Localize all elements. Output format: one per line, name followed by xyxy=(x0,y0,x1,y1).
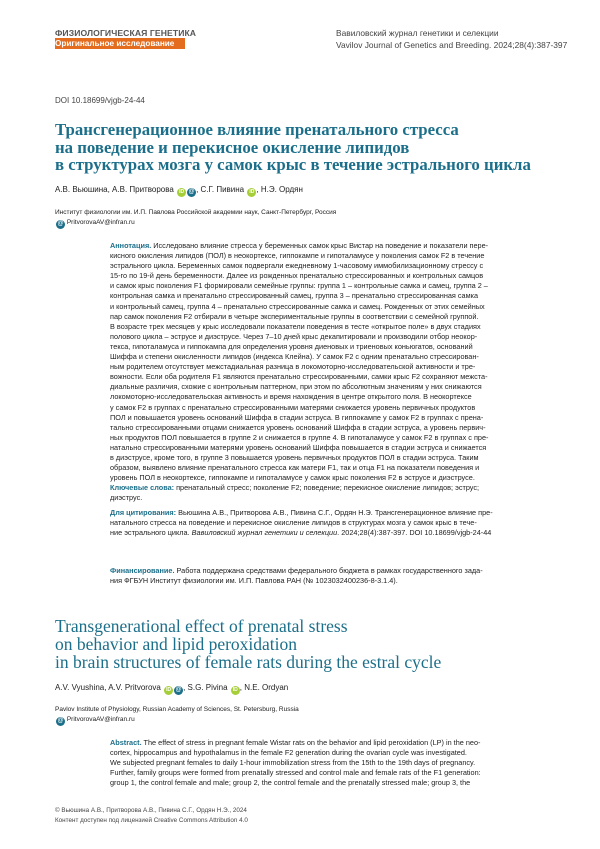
citation-block xyxy=(110,508,556,538)
abstract-line: пар самок поколения F2 отбирали в четыре экспериментальные группы в соответствии с семейной группой. xyxy=(110,311,479,321)
abstract-line: натально стрессированными матерями уровень оснований Шиффа повышается в стадии эструса и снижается xyxy=(110,442,487,452)
funding-block xyxy=(110,566,556,586)
keywords-label: Ключевые слова: xyxy=(110,483,175,493)
footer xyxy=(55,806,248,825)
abstract-line: в диэструсе, кроме того, в группе 3 повышается уровень первичных продуктов ПОЛ в стадии эструса. Таким xyxy=(110,452,479,462)
abstract-line: В возрасте трех месяцев у крыс исследовали показатели поведения в тесте «открытое поле» в двух стадиях xyxy=(110,321,481,331)
journal-section: ФИЗИОЛОГИЧЕСКАЯ ГЕНЕТИКА xyxy=(55,28,197,38)
cite-line: натального стресса на поведение и перекисное окисление липидов в структурах мозга у самок крыс в тече- xyxy=(110,518,477,528)
orcid-icon[interactable]: ID xyxy=(232,687,238,693)
abstract-line: 15-го по 19-й день беременности. Далее из рожденных пренатально стрессированных и контрольных самцов xyxy=(110,271,484,281)
abstract-line: Шиффа и степени окисленности липидов (индекса Клейна). У самок F2 с одним пренатально стрессирован- xyxy=(110,352,479,362)
affiliation-text: Институт физиологии им. И.П. Павлова Российской академии наук, Санкт-Петербург, Россия xyxy=(55,209,337,216)
funding-line: Работа поддержана средствами федерального бюджета в рамках государственного зада- xyxy=(174,566,483,575)
title-en-line: Transgenerational effect of prenatal stress xyxy=(55,616,348,636)
author-names: , С.Г. Пивина xyxy=(196,185,245,194)
affiliation-ru xyxy=(55,208,336,229)
authors-en xyxy=(55,683,288,695)
keywords-line: пренатальный стресс; поколение F2; поведение; перекисное окисление липидов; эструс; xyxy=(174,483,480,493)
title-ru-line: на поведение и перекисное окисление липидов xyxy=(55,137,410,157)
abstract-line: локомоторно-исследовательская активность и время нахождения в центре открытого поля. В неокортексе xyxy=(110,392,472,402)
funding-label: Финансирование. xyxy=(110,566,175,575)
article-type-badge: Оригинальное исследование xyxy=(55,38,185,49)
abstract-line: ных продуктов ПОЛ повышается в группе 2 и снижается в группе 4. В гипоталамусе у самок F2 в группах с пре- xyxy=(110,432,489,442)
abstract-line: group 1, the control female and male; group 2, the control female and the prenatally stressed male; group 3, the xyxy=(110,778,471,788)
cite-line: Вьюшина А.В., Притворова А.В., Пивина С.Г., Ордян Н.Э. Трансгенерационное влияние пре- xyxy=(176,508,493,517)
title-en-line: on behavior and lipid peroxidation xyxy=(55,634,298,654)
abstract-line: и самок крыс поколения F1 формировали семейные группы: группа 1 – контрольные самка и самец, группа 2 – xyxy=(110,281,488,291)
journal-name-ru: Вавиловский журнал генетики и селекции xyxy=(336,28,499,38)
authors-ru xyxy=(55,185,303,197)
abstract-en xyxy=(110,738,556,788)
abstract-line: у самок F2 в группах с пренатально стрессированными матерями снижается уровень первичных продуктов xyxy=(110,402,476,412)
email-icon[interactable]: @ xyxy=(175,687,182,693)
cite-label: Для цитирования: xyxy=(110,508,177,517)
author-names: , S.G. Pivina xyxy=(183,683,228,692)
doi[interactable]: DOI 10.18699/vjgb-24-44 xyxy=(55,96,145,105)
title-en xyxy=(55,617,555,671)
author-names: А.В. Вьюшина, А.В. Притворова xyxy=(55,185,174,194)
title-ru-line: Трансгенерационное влияние пренатального стресса xyxy=(55,120,459,139)
abstract-line: ным родителем отсутствует межстадиальная разница в локомоторно-исследовательской активности и тре- xyxy=(110,362,476,372)
abstract-line: текса, гипоталамуса и гиппокампа для определения уровня диеновых и триеновых коньюгатов, оснований xyxy=(110,341,473,351)
abstract-line: cortex, hippocampus and hypothalamus in the female F2 generation during the ovarian cycle was investigated. xyxy=(110,748,467,758)
email-link[interactable]: PritvorovaAV@infran.ru xyxy=(66,219,135,226)
abstract-line: вожности. Если оба родителя F1 являются пренатально стрессированными, самки крыс F2 сохраняют межста- xyxy=(110,372,488,382)
abstract-line: кисного окисления липидов (ПОЛ) в неокортексе, гиппокампе и гипоталамусе у поколения самок F2 в течение xyxy=(110,251,485,261)
orcid-icon[interactable]: ID xyxy=(249,189,255,195)
keywords-line: диэструс. xyxy=(110,493,143,503)
title-ru-line: в структурах мозга у самок крыс в течение эстрального цикла xyxy=(55,155,531,174)
email-icon[interactable]: @ xyxy=(188,189,195,195)
author-names: , N.E. Ordyan xyxy=(239,683,289,692)
abstract-line: Исследовано влияние стресса у беременных самок крыс Вистар на поведение и показатели пере- xyxy=(151,241,489,250)
copyright: © Вьюшина А.В., Притворова А.В., Пивина С.Г., Ордян Н.Э., 2024 xyxy=(55,807,247,814)
email-icon: @ xyxy=(57,718,64,724)
cite-line: . 2024;28(4):387-397. DOI 10.18699/vjgb-24-44 xyxy=(337,528,492,538)
email-icon: @ xyxy=(57,221,64,227)
abstract-line: диальные различия, схожие с контрольным паттерном, при этом по абсолютным значениям у них снижаются xyxy=(110,382,482,392)
abstract-label: Abstract. xyxy=(110,738,142,747)
abstract-label: Аннотация. xyxy=(110,241,152,250)
journal-name-en: Vavilov Journal of Genetics and Breeding. 2024;28(4):387-397 xyxy=(336,39,568,50)
funding-line: ния ФГБУН Институт физиологии им. И.П. Павлова РАН (№ 1023032400236-8-3.1.4). xyxy=(110,576,398,586)
title-ru xyxy=(55,121,555,174)
cite-line: ние эстрального цикла. xyxy=(110,528,192,538)
abstract-line: и контрольный самец, группа 4 – пренатально стрессированные самка и самец. Рожденных от этих семейных xyxy=(110,301,485,311)
affiliation-en xyxy=(55,705,299,726)
abstract-line: The effect of stress in pregnant female Wistar rats on the behavior and lipid peroxidation (LP) in the neo- xyxy=(141,738,481,747)
abstract-line: Further, family groups were formed from prenatally stressed and control male and female rats of the F1 generation: xyxy=(110,768,481,778)
abstract-line: эстрального цикла. Беременных самок подвергали ежедневному 1-часовому иммобилизационному стрессу с xyxy=(110,261,484,271)
abstract-line: We subjected pregnant females to daily 1-hour immobilization stress from the 15th to the 19th days of pregnancy. xyxy=(110,758,476,768)
license[interactable]: Контент доступен под лицензией Creative Commons Attribution 4.0 xyxy=(55,816,248,824)
abstract-ru xyxy=(110,241,556,503)
email-link[interactable]: PritvorovaAV@infran.ru xyxy=(66,716,135,723)
abstract-line: полового цикла – эструсе и диэструсе. Через 7–10 дней крыс декапитировали и производили отбор неокор- xyxy=(110,331,478,341)
title-en-line: in brain structures of female rats during the estral cycle xyxy=(55,652,442,672)
abstract-line: образом, выявлено влияние пренатального стресса как матери F1, так и отца F1 на показатели поведения и xyxy=(110,463,480,473)
affiliation-text: Pavlov Institute of Physiology, Russian Academy of Sciences, St. Petersburg, Russia xyxy=(55,706,299,713)
author-names: A.V. Vyushina, A.V. Pritvorova xyxy=(55,683,161,692)
author-names: , Н.Э. Ордян xyxy=(256,185,303,194)
cite-journal: Вавиловский журнал генетики и селекции xyxy=(191,528,338,538)
abstract-line: уровень ПОЛ в неокортексе, гиппокампе и гипоталамусе у самок крыс поколения F2 в эструсе и диэструсе. xyxy=(110,473,475,483)
orcid-icon[interactable]: ID xyxy=(179,189,185,195)
orcid-icon[interactable]: ID xyxy=(166,687,172,693)
abstract-line: ПОЛ и повышается уровень оснований Шиффа в стадии эструса. В гиппокампе у самок F2 в группах с прена- xyxy=(110,412,484,422)
abstract-line: тально стрессированными отцами снижается уровень оснований Шиффа в стадии эструса, а уровень первич- xyxy=(110,422,486,432)
abstract-line: контрольная самка и пренатально стрессированный самец, группа 3 – пренатально стрессированная самка xyxy=(110,291,479,301)
journal-citation-header xyxy=(336,28,567,51)
